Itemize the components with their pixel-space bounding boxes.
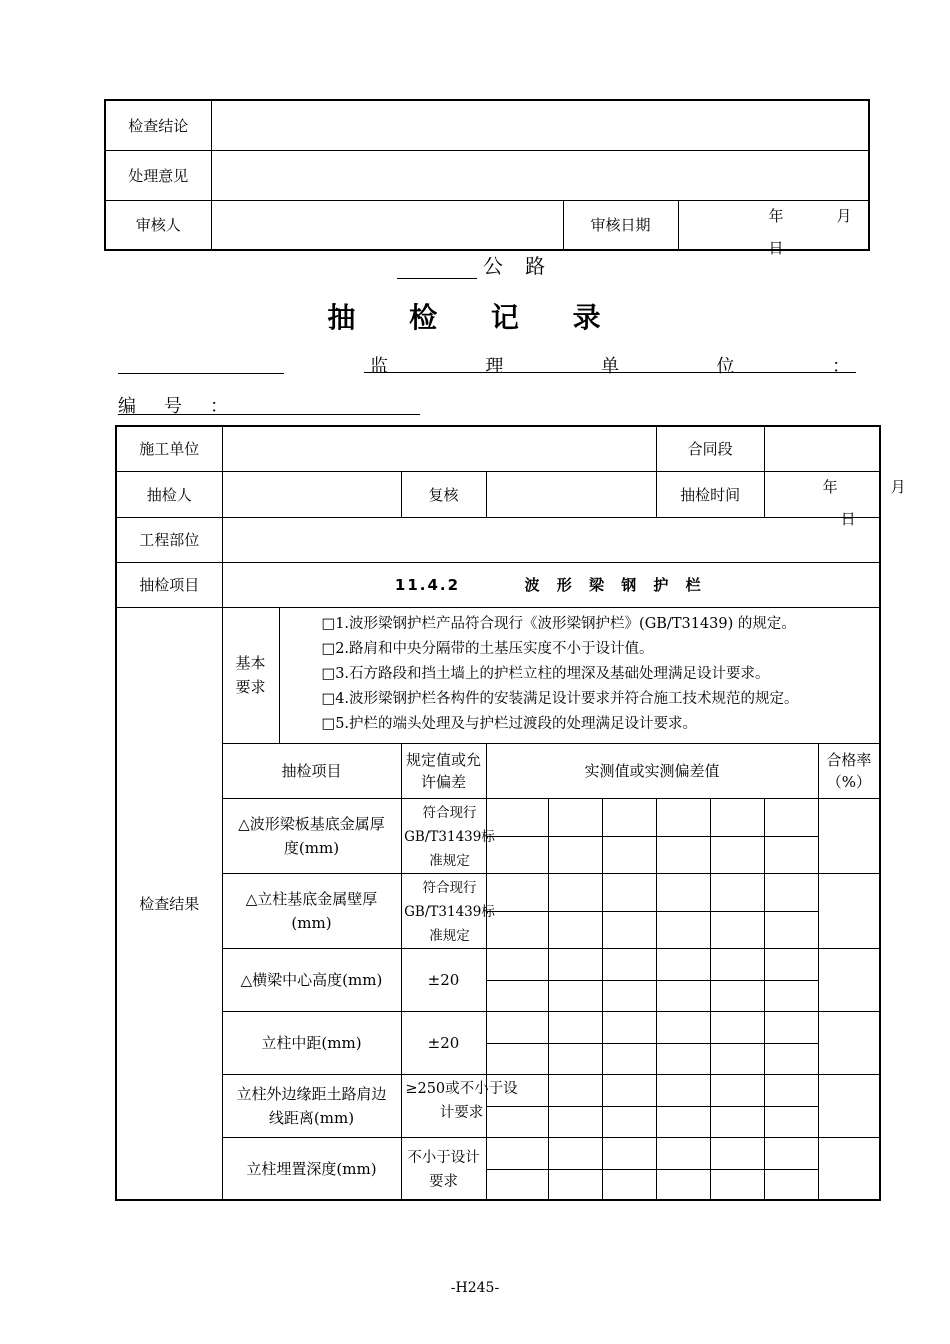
col-spec-header: 规定值或允许偏差 [401, 743, 486, 798]
requirement-item[interactable]: □4.波形梁钢护栏各构件的安装满足设计要求并符合施工技术规范的规定。 [321, 690, 799, 707]
measure-cell[interactable] [602, 1137, 656, 1169]
measure-cell[interactable] [548, 836, 602, 873]
project-part-label: 工程部位 [116, 517, 222, 562]
recheck-label: 复核 [401, 471, 486, 517]
pass-rate-cell[interactable] [818, 873, 880, 948]
measure-cell[interactable] [486, 980, 548, 1011]
row-item: 立柱埋置深度(mm) [222, 1137, 401, 1200]
measure-cell[interactable] [764, 980, 818, 1011]
col-item-header: 抽检项目 [222, 743, 401, 798]
measure-cell[interactable] [710, 1043, 764, 1074]
measure-cell[interactable] [602, 980, 656, 1011]
measure-cell[interactable] [602, 798, 656, 836]
page-number: -H245- [450, 1280, 500, 1296]
measure-cell[interactable] [602, 911, 656, 948]
review-date-label: 审核日期 [563, 200, 678, 250]
measure-cell[interactable] [710, 1106, 764, 1137]
month-label: 月 [836, 206, 852, 225]
measure-cell[interactable] [548, 1074, 602, 1106]
measure-cell[interactable] [602, 1043, 656, 1074]
col-pass-header: 合格率（%） [818, 743, 880, 798]
recheck-field[interactable] [486, 471, 656, 517]
measure-cell[interactable] [486, 948, 548, 980]
inspect-item-label: 抽检项目 [116, 562, 222, 607]
measure-cell[interactable] [764, 1011, 818, 1043]
inspector-field[interactable] [222, 471, 401, 517]
measure-cell[interactable] [656, 873, 710, 911]
measure-cell[interactable] [602, 1106, 656, 1137]
measure-cell[interactable] [602, 1074, 656, 1106]
construction-unit-field[interactable] [222, 426, 656, 471]
code-line [118, 392, 420, 415]
measure-cell[interactable] [602, 873, 656, 911]
inspect-time-field[interactable] [764, 471, 906, 528]
measure-cell[interactable] [656, 1137, 710, 1169]
row-spec: ±20 [401, 948, 486, 1011]
pass-rate-cell[interactable] [818, 798, 880, 873]
measure-cell[interactable] [656, 1169, 710, 1200]
measure-cell[interactable] [602, 836, 656, 873]
measure-cell[interactable] [602, 1169, 656, 1200]
row-spec: 不小于设计要求 [401, 1137, 486, 1200]
page-title: 抽 检 记 录 [327, 301, 623, 334]
year-label: 年 [768, 206, 784, 225]
day-label: 日 [768, 238, 784, 257]
supervision-unit-label: 监 理 单 位 ： [370, 356, 850, 377]
pass-rate-cell[interactable] [818, 1137, 880, 1200]
row-spec: ≥250或不小于设计要求 [401, 1074, 486, 1137]
measure-cell[interactable] [548, 873, 602, 911]
measure-cell[interactable] [710, 836, 764, 873]
pass-rate-cell[interactable] [818, 948, 880, 1011]
contract-section-label: 合同段 [656, 426, 764, 471]
row-item: △横梁中心高度(mm) [222, 948, 401, 1011]
measure-cell[interactable] [710, 1169, 764, 1200]
col-measured-header: 实测值或实测偏差值 [486, 743, 818, 798]
construction-unit-label: 施工单位 [116, 426, 222, 471]
inspection-table [115, 425, 906, 1201]
measure-cell[interactable] [602, 948, 656, 980]
measure-cell[interactable] [764, 911, 818, 948]
supervision-unit-line [118, 352, 856, 377]
review-date-field[interactable] [678, 200, 869, 257]
reviewer-label: 审核人 [105, 200, 211, 250]
measure-cell[interactable] [764, 1074, 818, 1106]
requirement-item[interactable]: □5.护栏的端头处理及与护栏过渡段的处理满足设计要求。 [321, 715, 698, 732]
measure-cell[interactable] [548, 1043, 602, 1074]
measure-cell[interactable] [548, 1011, 602, 1043]
month-label: 月 [890, 477, 906, 496]
pass-rate-cell[interactable] [818, 1074, 880, 1137]
row-spec: ±20 [401, 1011, 486, 1074]
measure-cell[interactable] [656, 1074, 710, 1106]
measure-cell[interactable] [486, 1169, 548, 1200]
measure-cell[interactable] [764, 873, 818, 911]
row-item: 立柱中距(mm) [222, 1011, 401, 1074]
measure-cell[interactable] [486, 1137, 548, 1169]
measure-cell[interactable] [710, 1074, 764, 1106]
measure-cell[interactable] [764, 1137, 818, 1169]
row-item: △立柱基底金属壁厚(mm) [222, 873, 401, 948]
contract-section-field[interactable] [764, 426, 880, 471]
requirement-item[interactable]: □1.波形梁钢护栏产品符合现行《波形梁钢护栏》(GB/T31439) 的规定。 [321, 615, 796, 632]
row-spec: 符合现行GB/T31439标准规定 [401, 873, 486, 948]
measure-cell[interactable] [548, 798, 602, 836]
measure-cell[interactable] [602, 1011, 656, 1043]
measure-cell[interactable] [764, 948, 818, 980]
opinion-field[interactable] [211, 150, 869, 200]
measure-cell[interactable] [764, 1106, 818, 1137]
measure-cell[interactable] [486, 1011, 548, 1043]
measure-cell[interactable] [764, 836, 818, 873]
row-item: △波形梁板基底金属厚度(mm) [222, 798, 401, 873]
measure-cell[interactable] [656, 836, 710, 873]
measure-cell[interactable] [656, 1106, 710, 1137]
reviewer-field[interactable] [211, 200, 563, 250]
row-spec: 符合现行GB/T31439标准规定 [401, 798, 486, 873]
measure-cell[interactable] [548, 980, 602, 1011]
measure-cell[interactable] [656, 1043, 710, 1074]
conclusion-field[interactable] [211, 100, 869, 150]
measure-cell[interactable] [656, 1011, 710, 1043]
measure-cell[interactable] [710, 873, 764, 911]
pass-rate-cell[interactable] [818, 1011, 880, 1074]
measure-cell[interactable] [548, 1106, 602, 1137]
measure-cell[interactable] [764, 1169, 818, 1200]
measure-cell[interactable] [710, 1011, 764, 1043]
requirement-item[interactable]: □3.石方路段和挡土墙上的护栏立柱的埋深及基础处理满足设计要求。 [321, 665, 770, 682]
measure-cell[interactable] [548, 1169, 602, 1200]
inspect-time-label: 抽检时间 [656, 471, 764, 517]
requirements-list [279, 607, 880, 743]
conclusion-label: 检查结论 [105, 100, 211, 150]
measure-cell[interactable] [710, 911, 764, 948]
measure-cell[interactable] [710, 948, 764, 980]
inspector-label: 抽检人 [116, 471, 222, 517]
measure-cell[interactable] [764, 1043, 818, 1074]
measure-cell[interactable] [710, 980, 764, 1011]
results-label: 检查结果 [116, 607, 222, 1200]
item-title [222, 562, 880, 607]
opinion-label: 处理意见 [105, 150, 211, 200]
project-part-field[interactable] [222, 517, 880, 562]
measure-cell[interactable] [548, 948, 602, 980]
measure-cell[interactable] [764, 798, 818, 836]
item-number: 11.4.2 [394, 576, 461, 594]
requirement-item[interactable]: □2.路肩和中央分隔带的土基压实度不小于设计值。 [321, 640, 654, 657]
measure-cell[interactable] [486, 1043, 548, 1074]
day-label: 日 [840, 509, 856, 528]
basic-req-label: 基本要求 [222, 607, 279, 743]
row-item: 立柱外边缘距土路肩边线距离(mm) [222, 1074, 401, 1137]
measure-cell[interactable] [710, 1137, 764, 1169]
measure-cell[interactable] [656, 798, 710, 836]
measure-cell[interactable] [656, 911, 710, 948]
code-label: 编 号 ： [118, 396, 228, 417]
measure-cell[interactable] [656, 980, 710, 1011]
year-label: 年 [822, 477, 838, 496]
review-table [104, 99, 870, 257]
road-title: 公 路 [0, 250, 950, 279]
measure-cell[interactable] [548, 911, 602, 948]
measure-cell[interactable] [710, 798, 764, 836]
measure-cell[interactable] [656, 948, 710, 980]
measure-cell[interactable] [548, 1137, 602, 1169]
item-name: 波 形 梁 钢 护 栏 [524, 576, 707, 594]
